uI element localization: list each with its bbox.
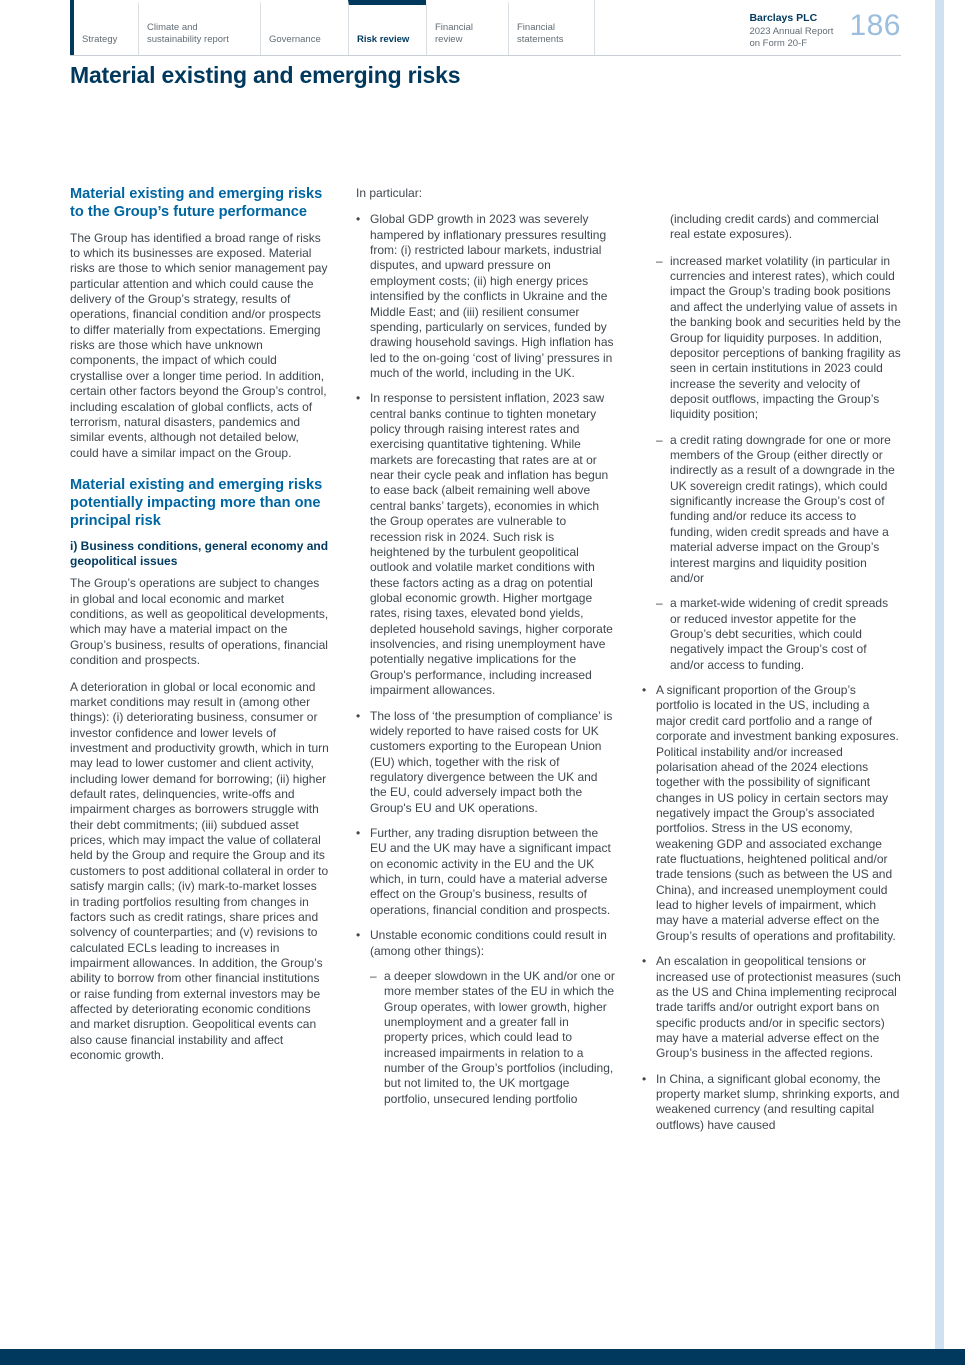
tab-label: Financial review (435, 22, 474, 46)
bullet-item (356, 826, 615, 918)
dash-item (642, 254, 901, 423)
bullet-text: The loss of ‘the presumption of compliance’ is widely reported to have raised costs for UK customers exporting to the European Union (EU) which, together with the risk of regulatory divergence between the UK and the EU, could adversely impact both the Group's EU and UK operations. (370, 708, 613, 815)
footer-bar (0, 1349, 965, 1365)
column-3 (642, 186, 901, 1143)
brand-block (749, 12, 833, 51)
paragraph: The Group’s operations are subject to changes in global and local economic and market conditions, as well as geopolitical developments, which may have a material impact on the Group’s business, results of operations, financial condition and prospects. (70, 576, 329, 668)
dash-item (642, 596, 901, 673)
brand-name: Barclays PLC (749, 12, 818, 24)
page-title: Material existing and emerging risks (70, 62, 461, 88)
bullet-marker: • (356, 826, 361, 841)
column-2 (356, 186, 615, 1143)
dash-marker: – (370, 968, 377, 983)
bullet-text: In response to persistent inflation, 2023 saw central banks continue to tighten monetary policy through raising interest rates and exercising quantitative tightening. While markets are forecasting that rates are at or near their cycle peak and inflation has begun to ease back (albeit remaining well above central banks’ targets), economies in which the Group operates are vulnerable to recession risk in 2024. Such risk is heightened by the turbulent geopolitical outlook and volatile market conditions with these factors acting as a drag on potential global economic growth. Higher mortgage rates, rising taxes, elevated bond yields, depleted household savings, higher corporate insolvencies, and rising unemployment have potentially negative implications for the Group's performance, including increased impairment allowances. (370, 391, 613, 698)
bullet-text: An escalation in geopolitical tensions or increased use of protectionist measures (such as the US and China implementing reciprocal trade tariffs and/or outright export bans on specific products and/or in specific sectors) may have a material adverse effect on the Group’s business in the affected regions. (656, 954, 901, 1061)
section-heading-future-performance: Material existing and emerging risks to the Group’s future performance (70, 186, 323, 220)
continuation-text: (including credit cards) and commercial real estate exposures). (670, 212, 879, 242)
dash-marker: – (656, 432, 663, 447)
dash-text: a credit rating downgrade for one or more members of the Group (either directly or indirectly as a result of a downgrade in the UK sovereign credit ratings), which could significantly increase the Group’s cost of funding and/or reduce its access to funding, widen credit spreads and have a material adverse impact on the Group’s interest margins and liquidity position and/or (670, 432, 895, 585)
bullet-item (642, 954, 901, 1062)
bullet-item (356, 212, 615, 381)
tab-risk-review[interactable] (348, 0, 426, 55)
report-title-line1: 2023 Annual Report (749, 25, 834, 37)
bullet-marker: • (356, 391, 361, 406)
bullet-marker: • (356, 212, 361, 227)
section-heading-principal-risk: Material existing and emerging risks potentially impacting more than one principal risk (70, 476, 323, 529)
tab-label: Climate and sustainability report (147, 22, 229, 46)
page-edge-section-strip (935, 0, 944, 1349)
dash-item (642, 433, 901, 587)
tab-label: Strategy (82, 34, 118, 46)
tab-label: Governance (269, 34, 321, 46)
bullet-marker: • (642, 954, 647, 969)
bullet-marker: • (642, 1071, 647, 1086)
subheading-business-conditions: i) Business conditions, general economy and geopolitical issues (70, 539, 329, 569)
tab-financial-review[interactable] (426, 0, 508, 55)
bullet-text: Unstable economic conditions could result in (among other things): (370, 928, 607, 958)
bullet-item (356, 391, 615, 698)
section-tabs (74, 0, 595, 55)
dash-text: increased market volatility (in particular in currencies and interest rates), which could impact the Group’s trading book positions and affect the underlying value of assets in the banking book and securities held by the Group for liquidity purposes. In addition, depositor perceptions of banking fragility as seen in certain institutions in 2023 could increase the severity and velocity of deposit outflows, impacting the Group’s liquidity position; (670, 253, 901, 422)
dash-item (356, 969, 615, 1107)
paragraph: The Group has identified a broad range of risks to which its businesses are exposed. Material risks are those to which senior management pay particular attention and which could cause the delivery of the Group’s strategy, results of operations, financial condition and/or prospects to differ materially from expectations. Emerging risks are those which have unknown components, the impact of which could crystallise over a longer time period. In addition, certain other factors beyond the Group’s control, including escalation of global conflicts, acts of terrorism, natural disasters, pandemics and similar events, although not detailed below, could have a similar impact on the Group. (70, 230, 328, 460)
content-columns (70, 186, 902, 1143)
bullet-item (356, 709, 615, 817)
report-header (70, 0, 901, 56)
bullet-text: Global GDP growth in 2023 was severely hampered by inflationary pressures resulting from: (i) restricted labour markets, industrial disputes, and upward pressure on employment costs; (ii) high energy prices intensified by the conflicts in Ukraine and the Middle East; and (iii) resilient consumer spending, particularly on services, funded by drawing household savings. High inflation has led to the on-going ‘cost of living’ pressures in much of the world, including in the UK. (370, 212, 614, 380)
page-number: 186 (849, 9, 901, 42)
tab-climate-and-sustainability-report[interactable] (138, 0, 260, 55)
report-title-line2: on Form 20-F (749, 38, 807, 50)
tab-financial-statements[interactable] (508, 0, 594, 55)
paragraph: A deterioration in global or local economic and market conditions may result in (among other things): (i) deteriorating business, consumer or investor confidence and lower levels of investment and productivity growth, which in turn may lead to lower customer and client activity, including lower demand for borrowing; (ii) higher default rates, delinquencies, write-offs and impairment charges as borrowers struggle with their debt commitments; (iii) subdued asset prices, which may impact the value of collateral held by the Group and require the Group and its customers to post additional collateral in order to satisfy margin calls; (iv) mark-to-market losses in trading portfolios resulting from changes in factors such as credit ratings, share prices and solvency of counterparties; and (v) revisions to calculated ECLs leading to increases in impairment allowances. In addition, the Group’s ability to borrow from other financial institutions or raise funding from external investors may be affected by deteriorating economic conditions and market disruption. Geopolitical events can also cause financial instability and affect economic growth. (70, 679, 329, 1063)
dash-text: a deeper slowdown in the UK and/or one or more member states of the EU in which the Group operates, with lower growth, higher unemployment and a greater fall in property prices, which could lead to increased impairments in relation to a number of the Group’s portfolios (including, but not limited to, the UK mortgage portfolio, unsecured lending portfolio (384, 968, 615, 1106)
intro-line: In particular: (356, 186, 423, 200)
bullet-text: A significant proportion of the Group’s portfolio is located in the US, including a major credit card portfolio and a range of corporate and investment banking exposures. Political instability and/or increased polarisation ahead of the 2024 elections together with the possibility of significant changes in US policy in certain sectors may negatively impact the Group’s associated portfolios. Stress in the US economy, weakening GDP and associated exchange rate fluctuations, heightened political and/or trade tensions (such as between the US and China), and increased unemployment could lead to higher levels of impairment, which may have a material adverse effect on the Group’s results of operations and profitability. (656, 683, 899, 943)
dash-marker: – (656, 253, 663, 268)
bullet-text: Further, any trading disruption between the EU and the UK may have a significant impact on economic activity in the EU and the UK which, in turn, could have a material adverse effect on the Group’s business, results of operations, financial condition and prospects. (370, 826, 611, 917)
bullet-text: In China, a significant global economy, the property market slump, shrinking exports, and weakened currency (and resulting capital outflows) have caused (656, 1071, 900, 1132)
bullet-item (642, 683, 901, 944)
header-report-info (749, 0, 901, 55)
tab-label: Risk review (357, 34, 410, 46)
dash-text: a market-wide widening of credit spreads or reduced investor appetite for the Group’s debt securities, which could negatively impact the Group’s cost of and/or access to funding. (670, 596, 889, 672)
tab-strategy[interactable] (74, 0, 138, 55)
bullet-marker: • (356, 708, 361, 723)
tab-governance[interactable] (260, 0, 348, 55)
bullet-item (356, 928, 615, 959)
bullet-item (642, 1072, 901, 1133)
bullet-marker: • (642, 683, 647, 698)
bullet-marker: • (356, 928, 361, 943)
dash-marker: – (656, 596, 663, 611)
column-1 (70, 186, 329, 1143)
tab-label: Financial statements (517, 22, 564, 46)
